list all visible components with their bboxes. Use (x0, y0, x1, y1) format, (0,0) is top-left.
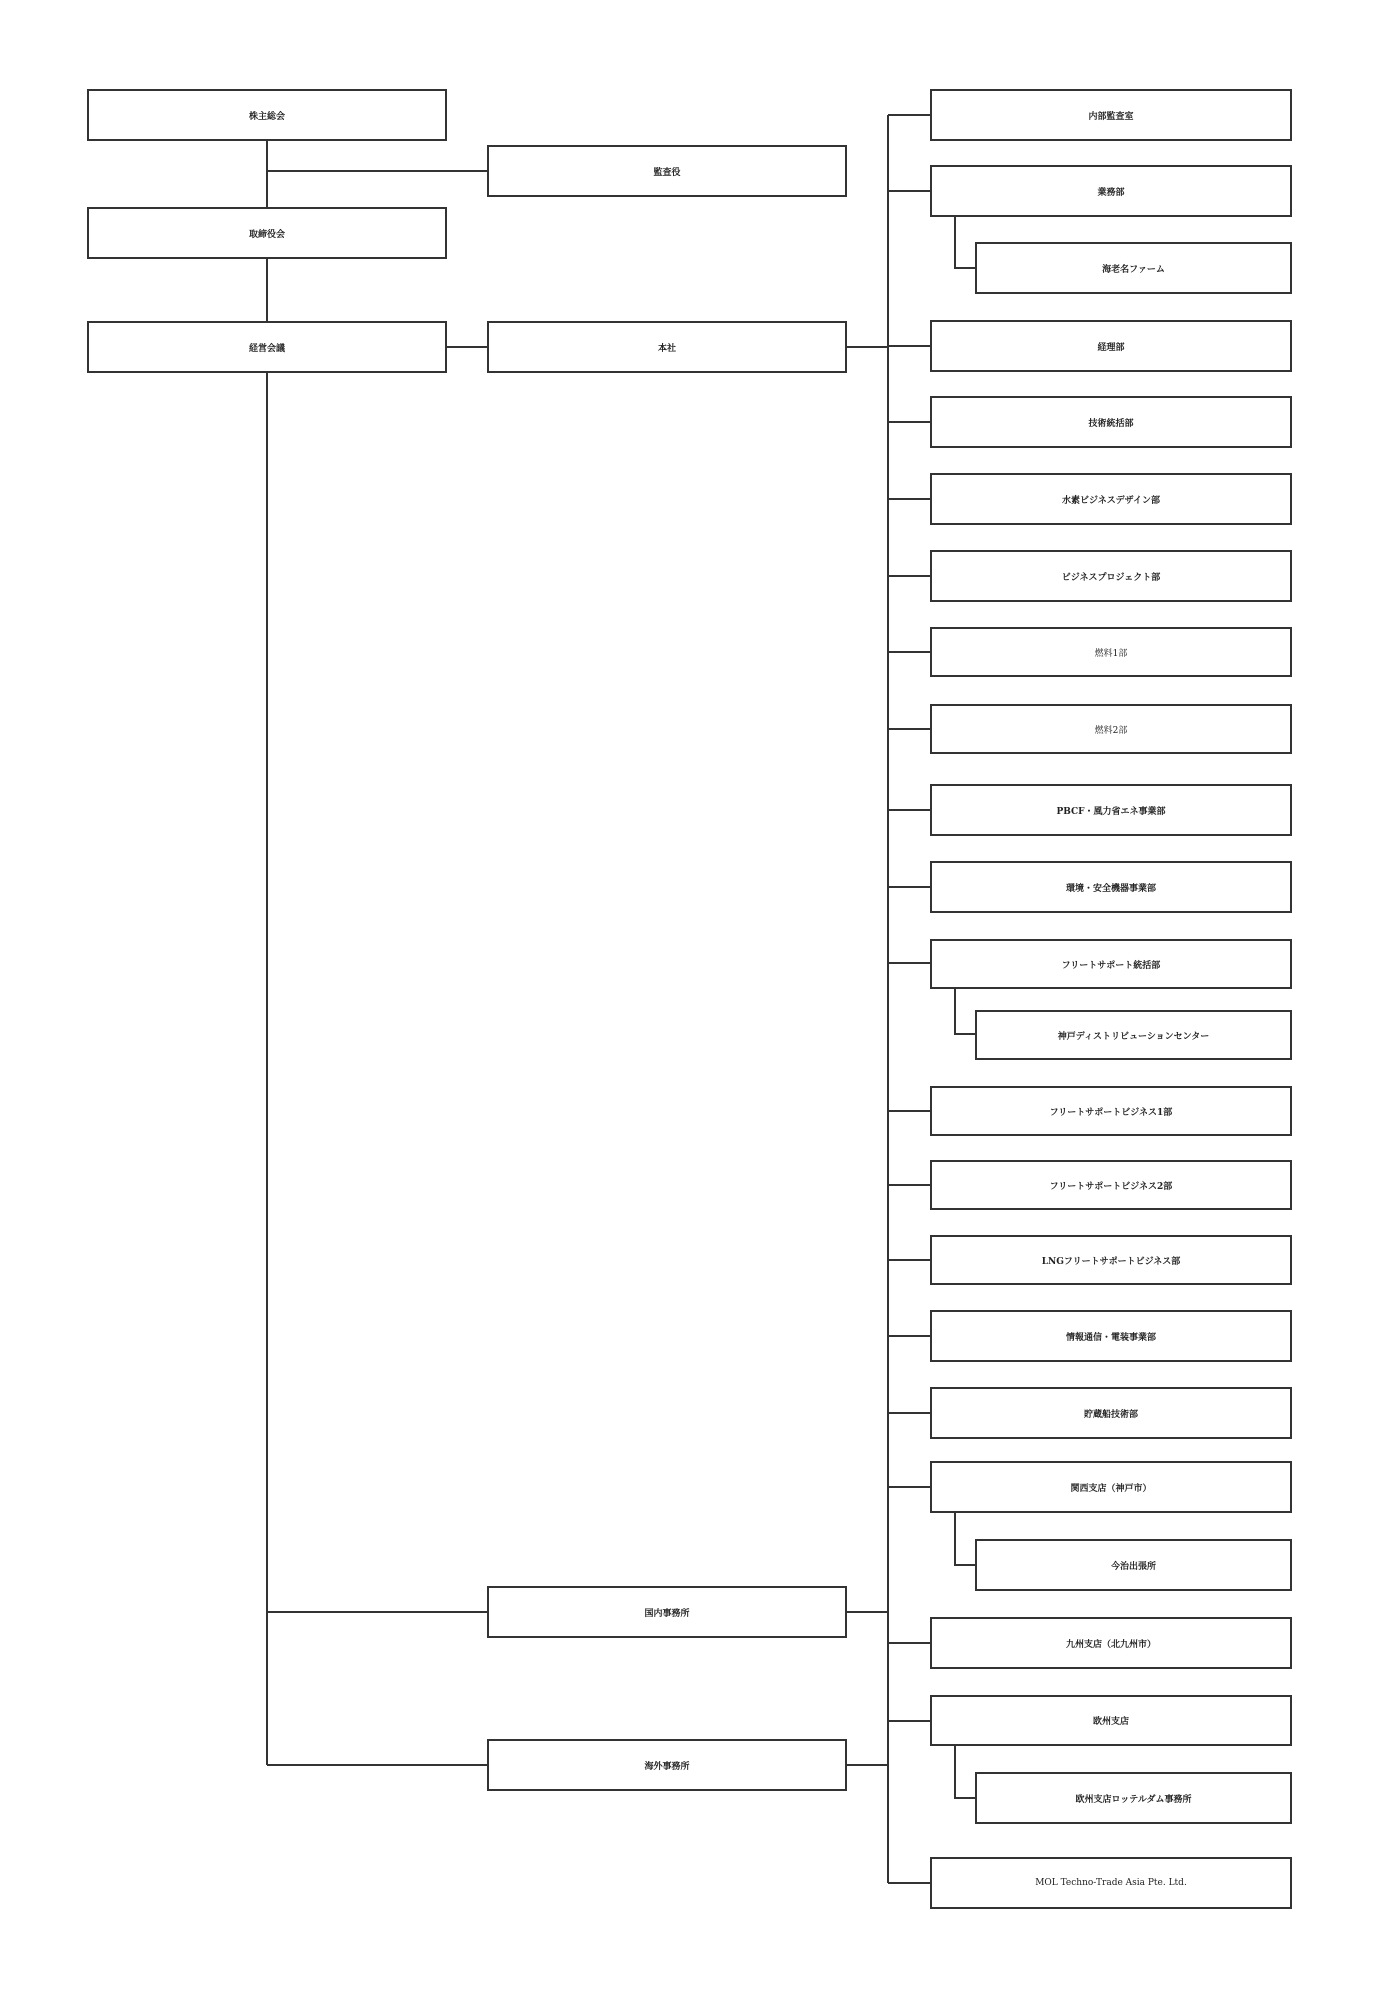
shareholders-box: 株主総会 (87, 89, 447, 141)
board-box: 取締役会 (87, 207, 447, 259)
dept-europe-rotterdam-office: 欧州支店ロッテルダム事務所 (975, 1772, 1292, 1824)
dept-accounting: 経理部 (930, 320, 1292, 372)
dept-hydrogen-business-design: 水素ビジネスデザイン部 (930, 473, 1292, 525)
dept-kansai-branch: 関西支店（神戸市） (930, 1461, 1292, 1513)
dept-imabari-office: 今治出張所 (975, 1539, 1292, 1591)
dept-pbcf-wind-energy-saving: PBCF・風力省エネ事業部 (930, 784, 1292, 836)
dept-lng-fleet-support-business: LNGフリートサポートビジネス部 (930, 1235, 1292, 1285)
dept-europe-branch: 欧州支店 (930, 1695, 1292, 1746)
head-office-box: 本社 (487, 321, 847, 373)
dept-internal-audit: 内部監査室 (930, 89, 1292, 141)
overseas-offices-box: 海外事務所 (487, 1739, 847, 1791)
dept-ict-electrical: 情報通信・電装事業部 (930, 1310, 1292, 1362)
dept-fleet-support-control: フリートサポート統括部 (930, 939, 1292, 989)
management-box: 経営会議 (87, 321, 447, 373)
dept-kobe-distribution-center: 神戸ディストリビューションセンター (975, 1010, 1292, 1060)
dept-fuel-2: 燃料2部 (930, 704, 1292, 754)
dept-storage-vessel-technical: 貯蔵船技術部 (930, 1387, 1292, 1439)
dept-fuel-1: 燃料1部 (930, 627, 1292, 677)
dept-environment-safety-equipment: 環境・安全機器事業部 (930, 861, 1292, 913)
dept-ebina-farm: 海老名ファーム (975, 242, 1292, 294)
dept-operations: 業務部 (930, 165, 1292, 217)
dept-fleet-support-business-2: フリートサポートビジネス2部 (930, 1160, 1292, 1210)
domestic-offices-box: 国内事務所 (487, 1586, 847, 1638)
dept-mol-techno-trade-asia: MOL Techno-Trade Asia Pte. Ltd. (930, 1857, 1292, 1909)
dept-kyushu-branch: 九州支店（北九州市） (930, 1617, 1292, 1669)
dept-business-project: ビジネスプロジェクト部 (930, 550, 1292, 602)
dept-technical-control: 技術統括部 (930, 396, 1292, 448)
auditor-box: 監査役 (487, 145, 847, 197)
dept-fleet-support-business-1: フリートサポートビジネス1部 (930, 1086, 1292, 1136)
